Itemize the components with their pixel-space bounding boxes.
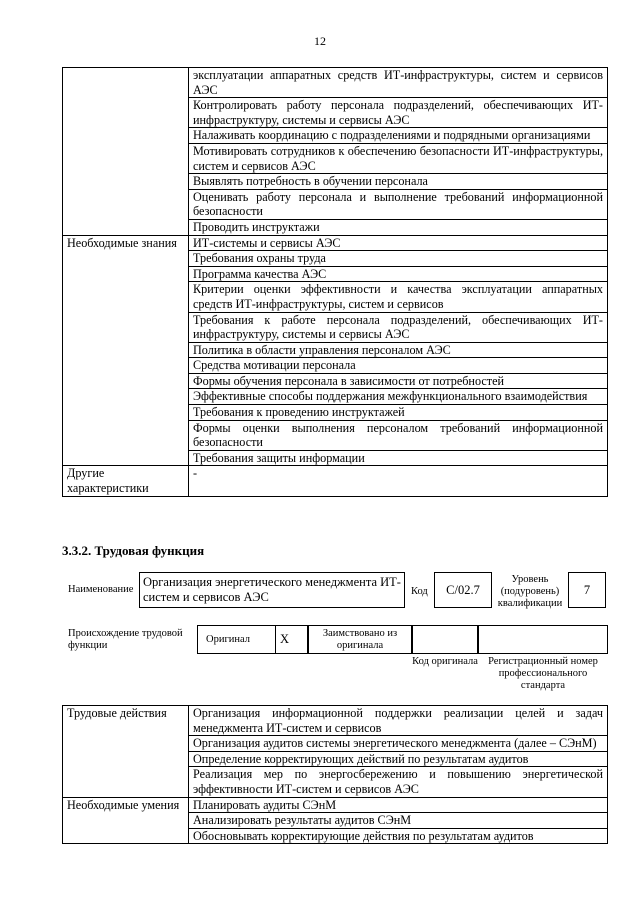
table-cell: Требования к проведению инструктажей: [189, 405, 608, 421]
table-cell: -: [189, 466, 608, 496]
original-label: Оригинал: [206, 634, 250, 645]
table-row: [63, 68, 608, 98]
row-label: Необходимые умения: [63, 797, 189, 844]
borrowed-cell: [308, 625, 412, 654]
table-cell: Средства мотивации персонала: [189, 358, 608, 374]
table-cell: Критерии оценки эффективности и качества эксплуатации аппаратных средств ИТ-инфраструктуры, систем и сервисов: [189, 282, 608, 312]
table-cell: Планировать аудиты СЭнМ: [189, 797, 608, 813]
table-row: [63, 797, 608, 813]
table-cell: Требования охраны труда: [189, 251, 608, 267]
table-cell: Формы обучения персонала в зависимости от потребностей: [189, 373, 608, 389]
table-cell: Налаживать координацию с подразделениями и подрядными организациями: [189, 128, 608, 144]
row-label: Необходимые знания: [63, 235, 189, 466]
table-cell: Требования защиты информации: [189, 450, 608, 466]
row-label: [63, 68, 189, 236]
skills-knowledge-table: [62, 67, 608, 497]
table-cell: Организация аудитов системы энергетического менеджмента (далее – СЭнМ): [189, 736, 608, 752]
row-label: Трудовые действия: [63, 706, 189, 798]
code-label: Код: [411, 586, 428, 597]
table-cell: Формы оценки выполнения персоналом требований информационной безопасности: [189, 420, 608, 450]
table-cell: Контролировать работу персонала подразделений, обеспечивающих ИТ-инфраструктуру, системы и сервисы АЭС: [189, 98, 608, 128]
name-label: Наименование: [68, 584, 134, 595]
actions-skills-table: [62, 705, 608, 844]
table-cell: Мотивировать сотрудников к обеспечению безопасности ИТ-инфраструктуры, систем и сервисов АЭС: [189, 143, 608, 173]
row-label: Другие характеристики: [63, 466, 189, 496]
origin-label: Происхождение трудовой функции: [68, 628, 183, 651]
original-mark: X: [262, 625, 308, 654]
code-original-label: Код оригинала: [412, 656, 478, 667]
section-title: 3.3.2. Трудовая функция: [62, 543, 205, 558]
table-cell: Организация информационной поддержки реализации целей и задач менеджмента ИТ-систем и сервисов: [189, 706, 608, 736]
table-cell: Обосновывать корректирующие действия по результатам аудитов: [189, 828, 608, 844]
table-cell: Анализировать результаты аудитов СЭнМ: [189, 813, 608, 829]
table-row: [63, 235, 608, 251]
code-value-box: C/02.7: [434, 572, 492, 608]
table-row: [63, 466, 608, 496]
table-cell: Реализация мер по энергосбережению и повышению энергетической эффективности ИТ-систем и сервисов АЭС: [189, 767, 608, 797]
table-cell: Оценивать работу персонала и выполнение требований информационной безопасности: [189, 189, 608, 219]
page-number: 12: [314, 34, 326, 48]
table-row: [63, 706, 608, 736]
reg-number-label: Регистрационный номер профессионального стандарта: [488, 656, 598, 691]
borrowed-label: Заимствовано из оригинала: [322, 628, 398, 651]
table-cell: ИТ-системы и сервисы АЭС: [189, 235, 608, 251]
reg-number-cell: [478, 625, 608, 654]
code-original-cell: [412, 625, 478, 654]
table-cell: Требования к работе персонала подразделений, обеспечивающих ИТ-инфраструктуру, системы и сервисы АЭС: [189, 312, 608, 342]
level-label: Уровень (подуровень) квалификации: [497, 574, 563, 609]
table-cell: эксплуатации аппаратных средств ИТ-инфраструктуры, систем и сервисов АЭС: [189, 68, 608, 98]
table-cell: Определение корректирующих действий по результатам аудитов: [189, 751, 608, 767]
table-cell: Программа качества АЭС: [189, 266, 608, 282]
table-cell: Эффективные способы поддержания межфункционального взаимодействия: [189, 389, 608, 405]
table-cell: Политика в области управления персоналом АЭС: [189, 342, 608, 358]
table-cell: Выявлять потребность в обучении персонала: [189, 174, 608, 190]
function-name-box: Организация энергетического менеджмента ИТ-систем и сервисов АЭС: [139, 572, 405, 608]
level-value-box: 7: [568, 572, 606, 608]
table-cell: Проводить инструктажи: [189, 219, 608, 235]
